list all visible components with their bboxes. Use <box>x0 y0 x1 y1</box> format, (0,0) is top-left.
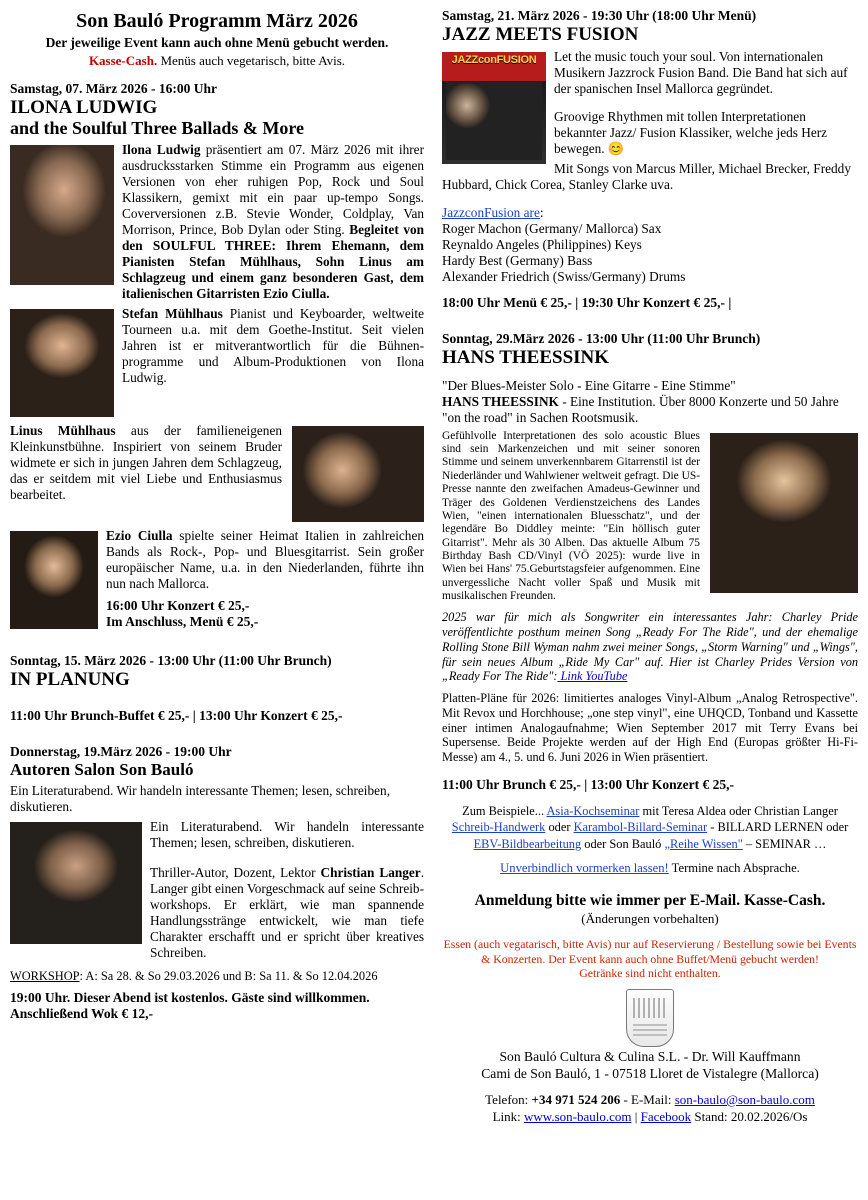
facebook-link[interactable]: Facebook <box>640 1109 692 1125</box>
stand-date: Stand: 20.02.2026/Os <box>691 1109 808 1125</box>
event-date-theessink: Sonntag, 29.März 2026 - 13:00 Uhr (11:00 Uhr Brunch) <box>442 330 761 346</box>
theessink-songwriter-text: 2025 war für mich als Songwriter ein interessantes Jahr: Charley Pride veröffentlichte posthum meinen Song „Ready For The Ride", und der ehemalige Rolling Stone Bill Wyman nahm zwei meiner Songs, „Storm Warning" und „Wings", für sein neues Album „Ride My Car" auf. Hier ist Charley Prides Version von „Ready For The Ride": <box>442 610 858 684</box>
kasse-note-rest: Menüs auch vegetarisch, bitte Avis. <box>157 53 346 68</box>
ilona-price-menu: Im Anschluss, Menü € 25,- <box>106 613 259 629</box>
jazz-block <box>442 49 858 310</box>
jazz-price: 18:00 Uhr Menü € 25,- | 19:30 Uhr Konzert € 25,- | <box>442 294 732 310</box>
jazzconfusion-photo-label: JAZZconFUSION <box>451 54 537 67</box>
links-line <box>442 1109 858 1125</box>
jazz-paragraph-1: Let the music touch your soul. Von internationalen Musikern Jazzrock Fusion Band. Die Band hat sich auf der spanischen Insel Mallorca gegründet. <box>554 49 848 97</box>
stefan-text: Pianist und Keyboarder, weltweite Tourneen u.a. mit dem Goethe-Institut. Seit vielen Jahren ist er mitverantwortlich für die Bühnen-programme und Album-Produktionen von Ilona Ludwig. <box>122 305 425 385</box>
jazz-member-1: Roger Machon (Germany/ Mallorca) Sax <box>442 220 662 236</box>
jazz-paragraph-2: Groovige Rhythmen mit tollen Interpretationen bekannter Jazz/ Fusion Klassiker, welche jeds Herz bewegen. 😊 <box>554 109 828 157</box>
link-asia-kochseminar[interactable]: Asia-Kochseminar <box>546 803 640 818</box>
telefon-number: +34 971 524 206 <box>531 1092 621 1108</box>
langer-name-bold: Christian Langer <box>320 865 421 881</box>
jazz-member-3: Hardy Best (Germany) Bass <box>442 252 593 268</box>
theessink-intro <box>442 394 858 426</box>
stefan-muehlhaus-photo <box>10 309 114 417</box>
examples-prefix: Zum Beispiele... <box>462 803 547 818</box>
linus-muehlhaus-photo <box>292 426 424 522</box>
ilona-text-bold-2: Begleitet von den SOULFUL THREE: Ihrem Ehemann, dem Pianisten Stefan Mühlhaus, Sohn Linus am Schlagzeug und einem ganz besonderen Gast, dem italienischen Gitarristen Ezio Ciulla. <box>122 222 425 301</box>
event-subtitle-ilona: and the Soulful Three Ballads & More <box>10 118 305 139</box>
workshop-dates: : A: Sa 28. & So 29.03.2026 und B: Sa 11. & So 12.04.2026 <box>79 968 378 983</box>
linus-text: aus der familieneigenen Kleinkunstbühne. Inspiriert von seinem Bruder widmete er sich in jungen Jahren dem Schlagzeug, das er seitdem mit viel Liebe und Enthusiasmus bearbeitet. <box>10 422 283 502</box>
stefan-block <box>10 306 424 419</box>
ilona-name-bold: Ilona Ludwig <box>122 142 201 158</box>
workshop-label: WORKSHOP <box>10 968 80 983</box>
theessink-biography: Gefühlvolle Interpretationen des solo acoustic Blues sind sein Markenzeichen und mit seiner sonoren Stimme und seinem unverkennbarem Gitarrenstil ist der Niederländer und Wahlwiener weltweit gefragt. Die US-Presse nannte den zweifachen Amadeus-Gewinner und Träger des Goldenen Verdienstzeichens des Landes Wien, "einen internationalen Bluesschatz", und der legendäre Bo Diddley meinte: "Ein höllisch guter Gitarrist". Mehr als 30 Alben. Das aktuelle Album 75 Birthday Bash CD/Vinyl (VÖ 2025): wurde live in Wien bei Hans' 75.Geburtstagsfeier aufgenommen. Eine unvergessliche Nacht voller Spaß und Musik mit musikalischen Freunden. <box>442 429 700 602</box>
ilona-text-1: präsentiert am 07. März 2026 mit ihrer ausdrucksstarken Stimme ein Programm aus eigenen Versionen von eher ruhigen Pop, Rock und Soul Klassikern, gemixt mit ein paar up-tempo Songs. Coverversionen z.B. Stevie Wonder, Coldplay, Van Morrison, Prince, Bob Dylan oder Sting. <box>122 142 425 238</box>
event-title-theessink: HANS THEESSINK <box>442 346 610 368</box>
examples-mid-1: mit Teresa Aldea oder Christian Langer <box>639 803 838 818</box>
reservation-warning-text: Essen (auch vegatarisch, bitte Avis) nur auf Reservierung / Bestellung sowie bei Events & Konzerten. Der Event kann auch ohne Buffet/Menü gebucht werden! <box>443 936 857 966</box>
vormerken-rest: Termine nach Absprache. <box>668 860 800 875</box>
workshop-line <box>10 969 424 984</box>
theessink-name-bold: HANS THEESSINK <box>442 393 559 409</box>
theessink-quote: "Der Blues-Meister Solo - Eine Gitarre - Eine Stimme" <box>442 377 736 393</box>
langer-paragraph-1: Ein Literaturabend. Wir handeln interessante Themen; lesen, schreiben, diskutieren. <box>150 819 425 851</box>
link-label: Link: <box>492 1109 524 1125</box>
drinks-note: Getränke sind nicht enthalten. <box>579 966 721 981</box>
jazzconfusion-are-label[interactable]: JazzconFusion are <box>442 204 540 220</box>
website-link[interactable]: www.son-baulo.com <box>524 1109 632 1125</box>
event-title-ilona: ILONA LUDWIG <box>10 97 158 118</box>
page-subtitle: Der jeweilige Event kann auch ohne Menü gebucht werden. <box>45 35 389 50</box>
company-name: Son Bauló Cultura & Culina S.L. - Dr. Will Kauffmann <box>499 1049 801 1065</box>
ilona-price-concert: 16:00 Uhr Konzert € 25,- <box>106 597 250 613</box>
linus-block <box>10 423 424 524</box>
jazzconfusion-photo <box>442 52 546 164</box>
ezio-text: spielte seiner Heimat Italien in zahlreichen Bands als Rock-, Pop- und Bluesgitarrist. Sein großer europäischer Name, u.a. in den Niederlanden, führte ihn nun nach Mallorca. <box>106 527 425 591</box>
event-title-autorensalon: Autoren Salon Son Bauló <box>10 760 194 780</box>
autorensalon-price-1: 19:00 Uhr. Dieser Abend ist kostenlos. Gäste sind willkommen. <box>10 989 370 1005</box>
langer-text: . Langer gibt einen Vorgeschmack auf seine Schreib-workshops. Er erklärt, wie man spannende Handlungsstränge entwickelt, wie man tiefe Charakter erschafft und er spricht über kreatives Schreiben. <box>150 865 425 960</box>
email-link[interactable]: son-baulo@son-baulo.com <box>674 1092 815 1108</box>
links-separator: | <box>631 1109 641 1125</box>
jazz-member-4: Alexander Friedrich (Swiss/Germany) Drums <box>442 268 686 284</box>
jazz-members-title: JazzconFusion are: <box>442 204 544 220</box>
contact-line <box>442 1092 858 1108</box>
examples-mid-3: - BILLARD LERNEN oder <box>707 820 849 835</box>
autorensalon-intro: Ein Literaturabend. Wir handeln interessante Themen; lesen, schreiben, diskutieren. <box>10 783 391 815</box>
page-title: Son Bauló Programm März 2026 <box>76 10 358 32</box>
examples-mid-2: oder <box>545 820 574 835</box>
jazz-member-2: Reynaldo Angeles (Philippines) Keys <box>442 236 642 252</box>
crest-hatch-top <box>633 998 667 1018</box>
theessink-songwriter-note <box>442 610 858 684</box>
event-date-jazz: Samstag, 21. März 2026 - 19:30 Uhr (18:00 Uhr Menü) <box>442 8 757 23</box>
link-unverbindlich-vormerken[interactable]: Unverbindlich vormerken lassen! <box>500 860 669 875</box>
ilona-ludwig-photo <box>10 145 114 285</box>
company-address: Cami de Son Bauló, 1 - 07518 Lloret de Vistalegre (Mallorca) <box>481 1066 819 1082</box>
ezio-block <box>10 528 424 631</box>
link-karambol-billard-seminar[interactable]: Karambol-Billard-Seminar <box>573 820 708 835</box>
aenderungen-line: (Änderungen vorbehalten) <box>581 910 719 926</box>
left-column <box>10 8 424 1194</box>
crest-hatch-bottom <box>633 1022 667 1036</box>
jazz-paragraph-3: Mit Songs von Marcus Miller, Michael Brecker, Freddy Hubbard, Chick Corea, Stanley Clarke uva. <box>442 160 851 192</box>
theessink-price: 11:00 Uhr Brunch € 25,- | 13:00 Uhr Konzert € 25,- <box>442 776 734 792</box>
langer-block <box>10 819 424 1022</box>
langer-role: Thriller-Autor, Dozent, Lektor <box>150 865 321 881</box>
youtube-link[interactable]: Link YouTube <box>557 669 628 684</box>
autorensalon-price-2: Anschließend Wok € 12,- <box>10 1005 154 1021</box>
vormerken-line <box>442 861 858 876</box>
event-date-ilona: Samstag, 07. März 2026 - 16:00 Uhr <box>10 81 217 96</box>
anmeldung-line: Anmeldung bitte wie immer per E-Mail. Kasse-Cash. <box>474 891 826 909</box>
email-label: - E-Mail: <box>620 1092 675 1108</box>
reservation-warning <box>442 937 858 981</box>
seminars-examples <box>442 803 858 852</box>
inplanung-price: 11:00 Uhr Brunch-Buffet € 25,- | 13:00 Uhr Konzert € 25,- <box>10 708 343 724</box>
linus-name-bold: Linus Mühlhaus <box>10 422 116 438</box>
christian-langer-photo <box>10 822 142 944</box>
ezio-ciulla-photo <box>10 531 98 629</box>
examples-mid-4: oder Son Bauló <box>581 836 665 851</box>
hans-theessink-photo <box>710 433 858 593</box>
telefon-label: Telefon: <box>485 1092 532 1108</box>
kasse-cash-label: Kasse-Cash. <box>88 53 158 68</box>
theessink-intro-text: - Eine Institution. Über 8000 Konzerte und 50 Jahre "on the road" in Sachen Rootsmusik. <box>442 393 839 425</box>
theessink-records-note: Platten-Pläne für 2026: limitiertes analoges Vinyl-Album „Analog Retrospective". Mit Revox und Horchhouse; „one step vinyl", eine UHQCD, Tonband und Kassette einer intimen Analogaufnahme; Wien September 2017 mit Terry Evans bei Supersense. Beide Projekte werden auf der High End (Europas größter Hi-Fi-Messe) am 4., 5. und 6. Juni 2026 in Wien präsentiert. <box>442 691 858 764</box>
right-column <box>442 8 858 1194</box>
ilona-block <box>10 142 424 302</box>
event-title-jazz: JAZZ MEETS FUSION <box>442 24 639 45</box>
son-baulo-crest <box>626 989 674 1047</box>
event-title-inplanung: IN PLANUNG <box>10 668 130 690</box>
link-ebv-bildbearbeitung[interactable]: EBV-Bildbearbeitung <box>473 836 582 851</box>
event-date-autorensalon: Donnerstag, 19.März 2026 - 19:00 Uhr <box>10 744 232 760</box>
link-schreib-handwerk[interactable]: Schreib-Handwerk <box>451 820 546 835</box>
link-reihe-wissen[interactable]: „Reihe Wissen" <box>664 836 743 851</box>
ezio-name-bold: Ezio Ciulla <box>106 527 173 543</box>
stefan-name-bold: Stefan Mühlhaus <box>122 305 223 321</box>
examples-mid-5: – SEMINAR … <box>742 836 827 851</box>
kasse-note <box>10 53 424 69</box>
theessink-block <box>442 430 858 793</box>
event-date-inplanung: Sonntag, 15. März 2026 - 13:00 Uhr (11:00 Uhr Brunch) <box>10 652 332 668</box>
